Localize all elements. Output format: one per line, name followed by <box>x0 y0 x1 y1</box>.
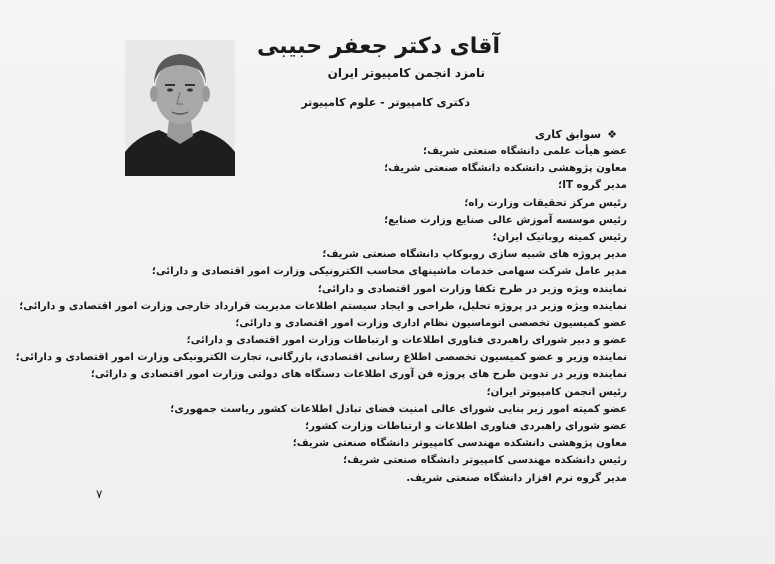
resume-item: نماینده وزیر در تدوین طرح های پروژه فن آوری اطلاعات دستگاه های دولتی وزارت امور اقتصادی و دارائی؛ <box>90 369 627 381</box>
resume-item: مدیر گروه IT؛ <box>558 180 627 192</box>
candidate-name: آقای دکتر جعفر حبیبی <box>257 34 500 59</box>
resume-item: عضو شورای راهبردی فناوری اطلاعات و ارتباطات وزارت کشور؛ <box>305 421 627 432</box>
resume-item: رئیس انجمن کامپیوتر ایران؛ <box>486 386 627 398</box>
resume-item: رئیس دانشکده مهندسی کامپیوتر دانشگاه صنعتی شریف؛ <box>343 455 627 467</box>
resume-item: نماینده ویژه وزیر در طرح تکفا وزارت امور اقتصادی و دارائی؛ <box>317 283 627 295</box>
resume-item: عضو هیأت علمی دانشگاه صنعتی شریف؛ <box>423 146 627 157</box>
resume-item: عضو کمیسیون تخصصی اتوماسیون نظام اداری وزارت امور اقتصادی و دارائی؛ <box>235 317 627 329</box>
resume-item: معاون پژوهشی دانشکده مهندسی کامپیوتر دانشگاه صنعتی شریف؛ <box>292 438 627 450</box>
resume-item: رئیس مرکز تحقیقات وزارت راه؛ <box>464 197 627 209</box>
candidate-subtitle: نامزد انجمن کامپیوتر ایران <box>327 66 485 80</box>
resume-item: عضو و دبیر شورای راهبردی فناوری اطلاعات و ارتباطات وزارت امور اقتصادی و دارائی؛ <box>186 335 627 347</box>
resume-item: نماینده ویژه وزیر در پروژه تحلیل، طراحی و ایجاد سیستم اطلاعات مدیریت قرارداد خارجی وزارت امور اقتصادی و دارائی؛ <box>19 300 627 312</box>
resume-item: رئیس موسسه آموزش عالی صنایع وزارت صنایع؛ <box>384 214 627 226</box>
resume-item: معاون پژوهشی دانشکده دانشگاه صنعتی شریف؛ <box>384 163 627 175</box>
resume-heading-text: سوابق کاری <box>534 128 602 141</box>
resume-item: نماینده وزیر و عضو کمیسیون تخصصی اطلاع رسانی اقتصادی، بازرگانی، تجارت الکترونیکی وزارت امور اقتصادی و دارائی؛ <box>15 352 627 364</box>
resume-item: مدیر پروژه های شبیه سازی روبوکاپ دانشگاه صنعتی شریف؛ <box>322 249 627 261</box>
resume-item: مدیر گروه نرم افزار دانشگاه صنعتی شریف. <box>406 472 627 484</box>
resume-heading <box>16 126 617 143</box>
resume-section <box>16 126 627 487</box>
candidate-degree: دکتری کامپیوتر - علوم کامپیوتر <box>301 96 470 109</box>
diamond-bullet-icon: ❖ <box>607 128 617 141</box>
resume-item: رئیس کمیته روباتیک ایران؛ <box>492 231 627 243</box>
page-number: ۷ <box>96 487 103 501</box>
resume-item: مدیر عامل شرکت سهامی خدمات ماشینهای محاسب الکترونیکی وزارت امور اقتصادی و دارائی؛ <box>151 266 627 278</box>
resume-item: عضو کمیته امور زیر بنایی شورای عالی امنیت فضای تبادل اطلاعات کشور ریاست جمهوری؛ <box>170 403 627 415</box>
